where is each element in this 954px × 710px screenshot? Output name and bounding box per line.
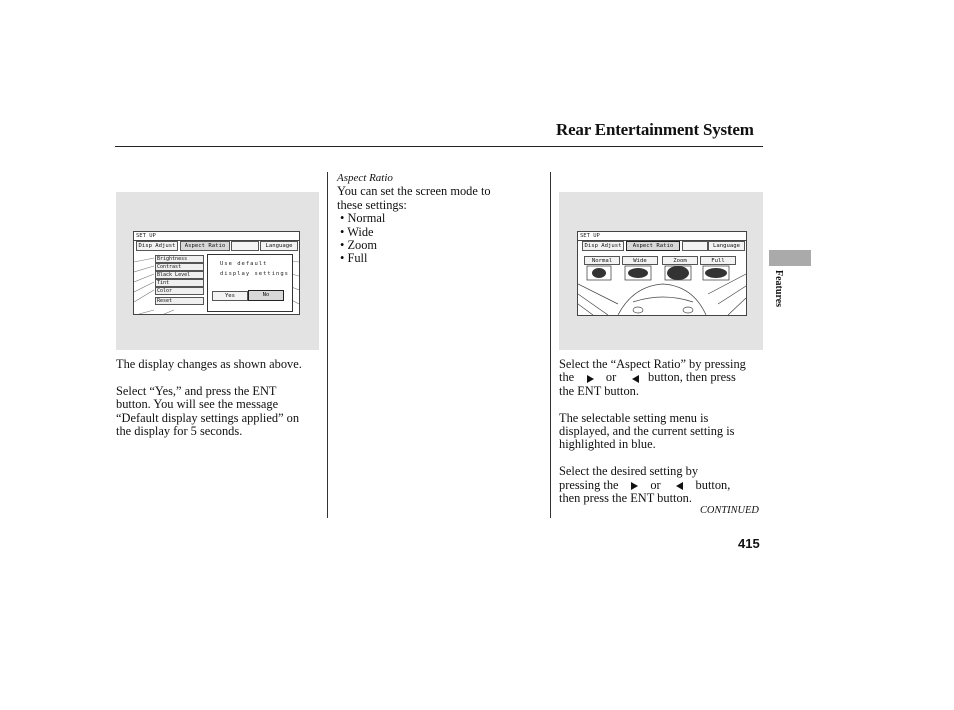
left-column-text (116, 358, 326, 452)
left-paragraph-1: The display changes as shown above. (116, 357, 302, 371)
left-p2-line-4: the display for 5 seconds. (116, 424, 243, 439)
right-arrow-icon (631, 482, 638, 490)
aspect-ratio-intro-2: these settings: (337, 197, 407, 212)
right-p2-line-2: displayed, and the current setting is (559, 424, 735, 439)
continued-label: CONTINUED (700, 505, 759, 516)
tab-blank (682, 241, 708, 251)
column-divider-left (327, 172, 328, 518)
left-arrow-icon (676, 482, 683, 490)
tab-language: Language (260, 241, 298, 251)
car-and-mode-icons-illustration (578, 264, 746, 315)
column-divider-right (550, 172, 551, 518)
menu-item-tint: Tint (155, 279, 204, 287)
bullet-normal: • Normal (340, 211, 386, 226)
right-p3-line-3: then press the ENT button. (559, 491, 692, 506)
page-number: 415 (738, 536, 760, 551)
middle-column-text (337, 172, 542, 266)
right-p2-line-1: The selectable setting menu is (559, 410, 709, 425)
dialog-line-1: Use default (220, 261, 268, 267)
mode-normal: Normal (584, 256, 620, 265)
right-p1-line-2: the or button, then press (559, 370, 736, 385)
confirm-dialog (207, 254, 293, 312)
tab-disp-adjust: Disp Adjust (582, 241, 624, 251)
right-arrow-icon (587, 375, 594, 383)
figure-aspect-ratio (559, 192, 763, 350)
tab-aspect-ratio: Aspect Ratio (626, 241, 680, 251)
left-p2-line-3: “Default display settings applied” on (116, 410, 300, 425)
menu-item-contrast: Contrast (155, 263, 204, 271)
aspect-ratio-intro-1: You can set the screen mode to (337, 184, 491, 199)
dialog-line-2: display settings (220, 271, 289, 277)
bullet-list (337, 212, 542, 266)
tab-aspect-ratio: Aspect Ratio (180, 241, 230, 251)
dialog-no-button: No (248, 290, 284, 301)
right-p3-line-2: pressing the or button, (559, 477, 731, 492)
right-paragraph-1 (559, 358, 769, 398)
bullet-zoom: • Zoom (340, 238, 378, 253)
page-header-title: Rear Entertainment System (556, 120, 754, 139)
right-p3-line-1: Select the desired setting by (559, 464, 699, 479)
left-p2-line-1: Select “Yes,” and press the ENT (116, 383, 277, 398)
bullet-wide: • Wide (340, 224, 374, 239)
mode-wide: Wide (622, 256, 658, 265)
tab-disp-adjust: Disp Adjust (136, 241, 178, 251)
section-label: Features (773, 270, 784, 308)
mode-full: Full (700, 256, 736, 265)
dialog-yes-button: Yes (212, 291, 248, 301)
right-p1-line-1: Select the “Aspect Ratio” by pressing (559, 357, 746, 371)
tab-language: Language (708, 241, 745, 251)
mode-zoom: Zoom (662, 256, 698, 265)
left-p2-line-2: button. You will see the message (116, 397, 279, 412)
left-paragraph-2 (116, 385, 326, 439)
aspect-ratio-heading: Aspect Ratio (337, 172, 393, 184)
right-paragraph-3 (559, 465, 769, 505)
screen-aspect-ratio (577, 231, 747, 316)
header-rule (115, 146, 763, 147)
section-tab (769, 250, 811, 266)
right-paragraph-2 (559, 412, 769, 452)
right-p1-line-3: the ENT button. (559, 383, 639, 398)
menu-item-reset: Reset (155, 297, 204, 305)
right-column-text (559, 358, 769, 519)
menu-item-color: Color (155, 287, 204, 295)
menu-item-black-level: Black Level (155, 271, 204, 279)
menu-item-brightness: Brightness (155, 255, 204, 263)
bullet-full: • Full (340, 251, 368, 266)
right-p2-line-3: highlighted in blue. (559, 437, 656, 452)
screen-title: SET UP (580, 233, 600, 239)
screen-default-settings (133, 231, 300, 315)
screen-title: SET UP (136, 233, 156, 239)
left-arrow-icon (632, 375, 639, 383)
figure-default-settings (116, 192, 319, 350)
